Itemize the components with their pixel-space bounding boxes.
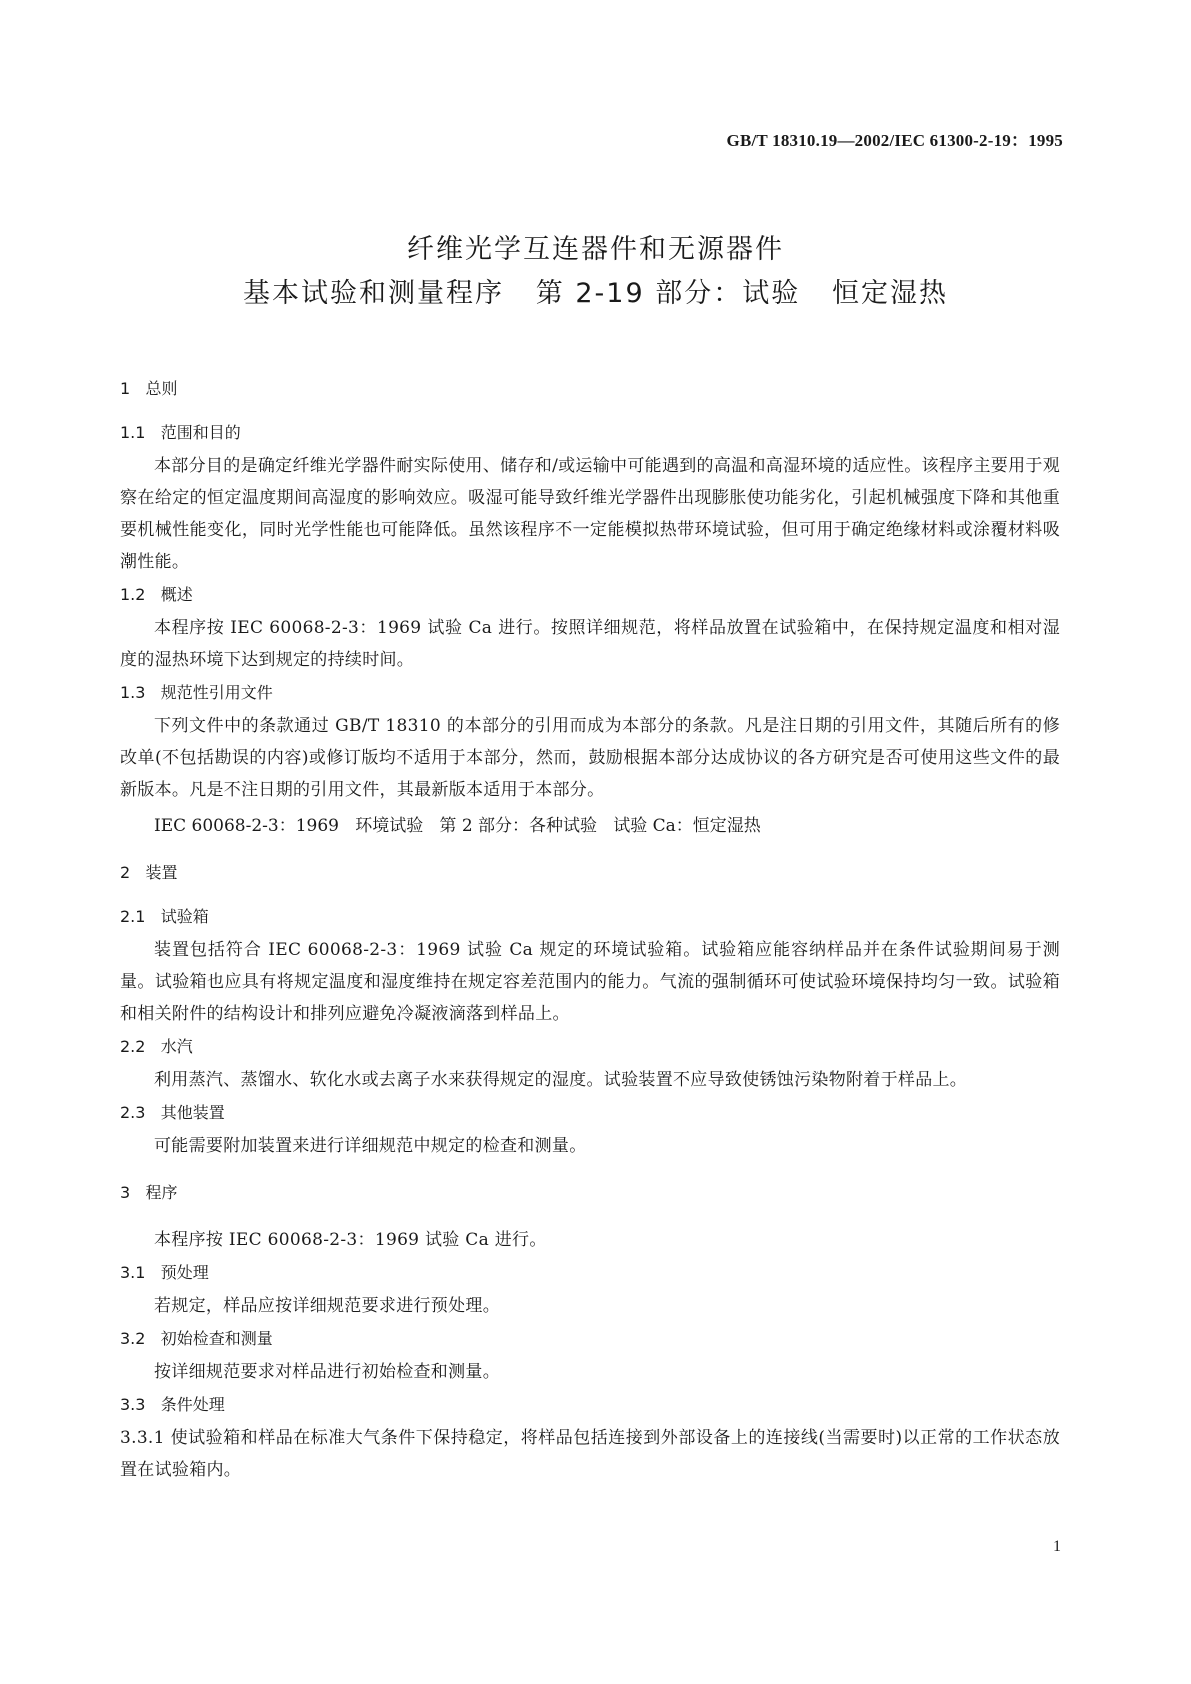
page-number: 1	[1053, 1538, 1061, 1555]
paragraph: 下列文件中的条款通过 GB/T 18310 的本部分的引用而成为本部分的条款。凡是注日期的引用文件，其随后所有的修改单(不包括勘误的内容)或修订版均不适用于本部分，然而，鼓励根据本部分达成协议的各方研究是否可使用这些文件的最新版本。凡是不注日期的引用文件，其最新版本适用于本部分。	[120, 716, 1060, 800]
subsection-heading: 2.3 其他装置	[120, 1103, 225, 1122]
subsection-heading: 3.2 初始检查和测量	[120, 1329, 273, 1348]
paragraph: 本程序按 IEC 60068-2-3：1969 试验 Ca 进行。	[154, 1230, 547, 1250]
paragraph: 可能需要附加装置来进行详细规范中规定的检查和测量。	[154, 1136, 587, 1156]
paragraph: 装置包括符合 IEC 60068-2-3：1969 试验 Ca 规定的环境试验箱。试验箱应能容纳样品并在条件试验期间易于测量。试验箱也应具有将规定温度和湿度维持在规定容差范围内的能力。气流的强制循环可使试验环境保持均匀一致。试验箱和相关附件的结构设计和排列应避免冷凝液滴落到样品上。	[120, 940, 1060, 1024]
section-heading: 1 总则	[120, 379, 178, 398]
subsection-heading: 1.3 规范性引用文件	[120, 683, 273, 702]
paragraph: 按详细规范要求对样品进行初始检查和测量。	[154, 1362, 500, 1382]
section-heading: 3 程序	[120, 1183, 178, 1202]
subsection-heading: 3.1 预处理	[120, 1263, 209, 1282]
normative-reference: IEC 60068-2-3：1969 环境试验 第 2 部分：各种试验 试验 Ca：恒定湿热	[154, 816, 761, 836]
paragraph: 利用蒸汽、蒸馏水、软化水或去离子水来获得规定的湿度。试验装置不应导致使锈蚀污染物附着于样品上。	[154, 1070, 968, 1090]
paragraph: 本程序按 IEC 60068-2-3：1969 试验 Ca 进行。按照详细规范，将样品放置在试验箱中，在保持规定温度和相对湿度的湿热环境下达到规定的持续时间。	[120, 618, 1060, 670]
standard-code-header: GB/T 18310.19—2002/IEC 61300-2-19：1995	[726, 131, 1063, 150]
document-title	[0, 228, 1191, 316]
subsection-heading: 1.2 概述	[120, 585, 193, 604]
subsection-heading: 2.1 试验箱	[120, 907, 209, 926]
subsection-heading: 3.3 条件处理	[120, 1395, 225, 1414]
title-line-2: 基本试验和测量程序 第 2-19 部分：试验 恒定湿热	[243, 278, 948, 309]
paragraph: 若规定，样品应按详细规范要求进行预处理。	[154, 1296, 500, 1316]
subsection-heading: 1.1 范围和目的	[120, 423, 241, 442]
subsection-heading: 2.2 水汽	[120, 1037, 193, 1056]
clause-paragraph: 3.3.1 使试验箱和样品在标准大气条件下保持稳定，将样品包括连接到外部设备上的连接线(当需要时)以正常的工作状态放置在试验箱内。	[120, 1428, 1060, 1480]
title-line-1: 纤维光学互连器件和无源器件	[407, 234, 784, 265]
paragraph: 本部分目的是确定纤维光学器件耐实际使用、储存和/或运输中可能遇到的高温和高湿环境的适应性。该程序主要用于观察在给定的恒定温度期间高湿度的影响效应。吸湿可能导致纤维光学器件出现膨胀使功能劣化，引起机械强度下降和其他重要机械性能变化，同时光学性能也可能降低。虽然该程序不一定能模拟热带环境试验，但可用于确定绝缘材料或涂覆材料吸潮性能。	[120, 456, 1060, 572]
document-body	[120, 376, 1060, 1490]
section-heading: 2 装置	[120, 863, 178, 882]
